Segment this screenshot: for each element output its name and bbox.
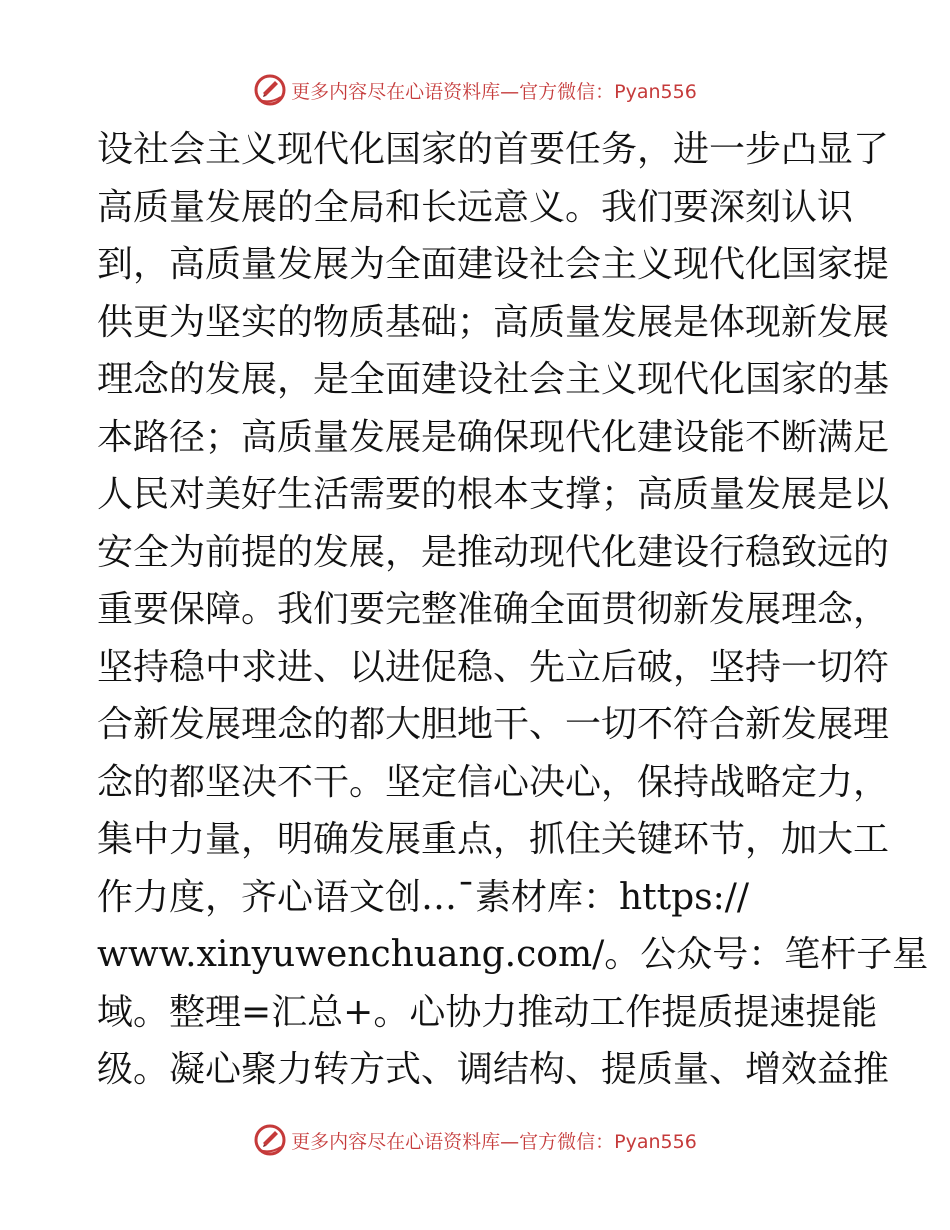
text-line: 高质量发展的全局和长远意义。我们要深刻认识 (97, 186, 854, 228)
text-line: 安全为前提的发展，是推动现代化建设行稳致远的 (97, 531, 890, 573)
text-line: 念的都坚决不干。坚定信心决心，保持战略定力， (97, 761, 890, 803)
text-line: 级。凝心聚力转方式、调结构、提质量、增效益推 (97, 1049, 890, 1090)
text-line: 作力度，齐心语文创…¯素材库：https:// (97, 876, 750, 918)
text-line: 理念的发展，是全面建设社会主义现代化国家的基 (97, 359, 890, 400)
text-line: www.xinyuwenchuang.com/。公众号：笔杆子星 (97, 934, 929, 975)
footer-watermark (0, 1120, 950, 1160)
text-line: 供更为坚实的物质基础；高质量发展是体现新发展 (97, 301, 890, 343)
text-line: 重要保障。我们要完整准确全面贯彻新发展理念， (97, 589, 890, 630)
header-watermark (0, 70, 950, 110)
brand-logo-icon (253, 1123, 287, 1157)
text-line: 坚持稳中求进、以进促稳、先立后破，坚持一切符 (97, 646, 890, 688)
text-line: 集中力量，明确发展重点，抓住关键环节，加大工 (97, 819, 890, 860)
document-body (97, 121, 929, 1099)
text-line: 合新发展理念的都大胆地干、一切不符合新发展理 (97, 704, 890, 745)
text-line: 到，高质量发展为全面建设社会主义现代化国家提 (97, 244, 890, 285)
text-line: 本路径；高质量发展是确保现代化建设能不断满足 (97, 416, 890, 458)
text-line: 人民对美好生活需要的根本支撑；高质量发展是以 (97, 474, 890, 515)
text-line: 域。整理=汇总+。心协力推动工作提质提速提能 (97, 991, 878, 1033)
brand-logo-icon (253, 73, 287, 107)
watermark-text: 更多内容尽在心语资料库—官方微信：Pyan556 (291, 80, 697, 103)
text-line: 设社会主义现代化国家的首要任务，进一步凸显了 (97, 129, 890, 170)
watermark-text: 更多内容尽在心语资料库—官方微信：Pyan556 (291, 1130, 697, 1153)
